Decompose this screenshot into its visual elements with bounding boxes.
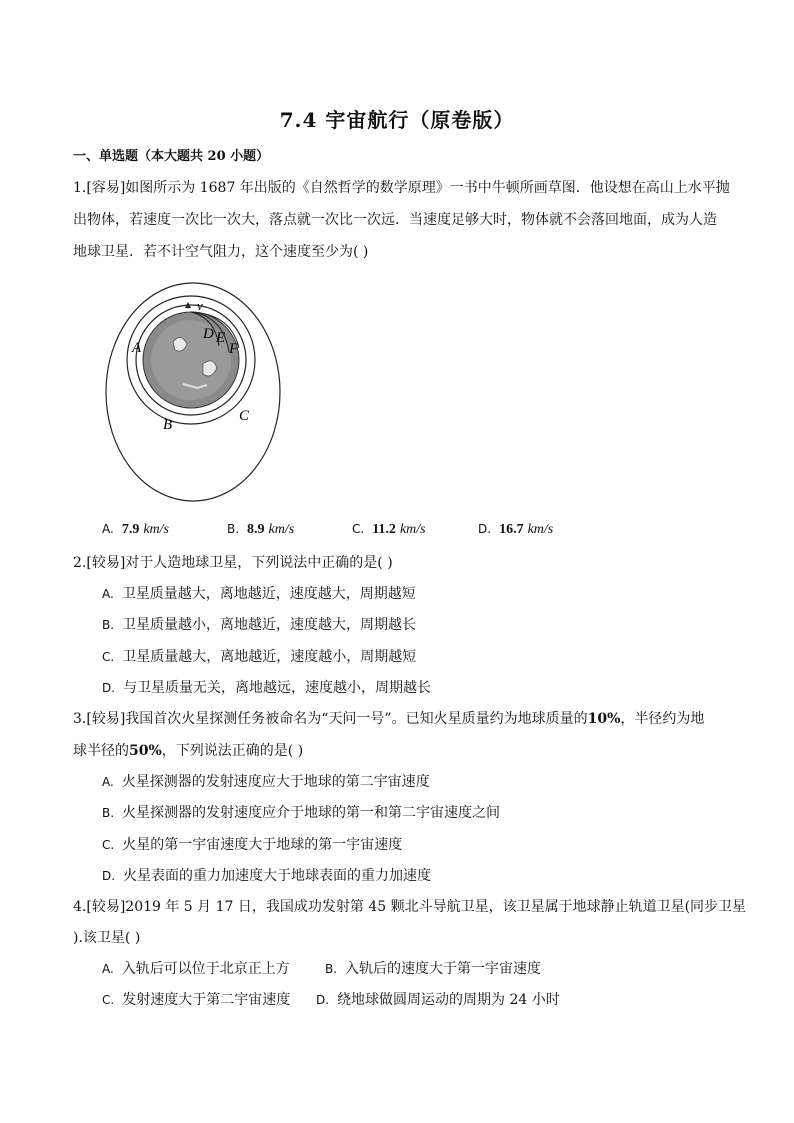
label-d: D [203, 326, 214, 342]
label-b: B [163, 417, 173, 433]
q1-option-d[interactable]: D. 16.7 km/s [478, 522, 554, 537]
q3-option-c[interactable]: C. 火星的第一宇宙速度大于地球的第一宇宙速度 [102, 837, 403, 853]
label-v: v [197, 298, 203, 313]
label-f: F [229, 341, 239, 357]
q4-option-c[interactable]: C. 发射速度大于第二宇宙速度 [102, 992, 291, 1008]
q3-option-d[interactable]: D. 火星表面的重力加速度大于地球表面的重力加速度 [102, 868, 432, 884]
q4-stem-line1: 4.[较易]2019 年 5 月 17 日，我国成功发射第 45 颗北斗导航卫星，该卫星属于地球静止轨道卫星(同步卫星 [73, 899, 747, 915]
q3-option-b[interactable]: B. 火星探测器的发射速度应介于地球的第一和第二宇宙速度之间 [102, 805, 501, 821]
q3-stem-line1: 3.[较易]我国首次火星探测任务被命名为“天问一号”。已知火星质量约为地球质量的10%，半径约为地 [73, 711, 705, 727]
q2-option-d[interactable]: D. 与卫星质量无关，离地越远，速度越小，周期越长 [102, 680, 432, 696]
page-title: 7.4 宇宙航行（原卷版） [279, 108, 515, 132]
q2-option-a[interactable]: A. 卫星质量越大，离地越近，速度越大，周期越短 [102, 586, 416, 602]
q1-option-b[interactable]: B. 8.9 km/s [227, 522, 295, 537]
q3-option-a[interactable]: A. 火星探测器的发射速度应大于地球的第二宇宙速度 [102, 774, 430, 790]
q4-option-b[interactable]: B. 入轨后的速度大于第一宇宙速度 [325, 961, 542, 977]
label-c: C [239, 408, 250, 424]
q2-stem: 2.[较易]对于人造地球卫星，下列说法中正确的是( ) [73, 555, 393, 571]
section-heading: 一、单选题（本大题共 20 小题） [73, 149, 270, 164]
q1-stem-line2: 出物体，若速度一次比一次大，落点就一次比一次远．当速度足够大时，物体就不会落回地面，成为人造 [73, 212, 717, 228]
newton-cannon-figure [103, 272, 283, 504]
q1-option-a[interactable]: A. 7.9 km/s [102, 522, 169, 537]
q1-stem-line1: 1.[容易]如图所示为 1687 年出版的《自然哲学的数学原理》一书中牛顿所画草图．他设想在高山上水平抛 [73, 180, 730, 196]
q4-stem-line2: ).该卫星( ) [73, 930, 141, 946]
q4-option-d[interactable]: D. 绕地球做圆周运动的周期为 24 小时 [316, 992, 560, 1008]
q1-stem-line3: 地球卫星．若不计空气阻力，这个速度至少为( ) [73, 244, 369, 260]
q2-option-b[interactable]: B. 卫星质量越小，离地越近，速度越大，周期越长 [102, 617, 417, 633]
label-a: A [132, 340, 142, 356]
q3-stem-line2: 球半径的50%，下列说法正确的是( ) [73, 743, 304, 759]
q4-option-a[interactable]: A. 入轨后可以位于北京正上方 [102, 961, 290, 977]
q2-option-c[interactable]: C. 卫星质量越大，离地越近，速度越小，周期越短 [102, 649, 417, 665]
q1-option-c[interactable]: C. 11.2 km/s [352, 522, 426, 537]
label-e: E [216, 330, 226, 346]
